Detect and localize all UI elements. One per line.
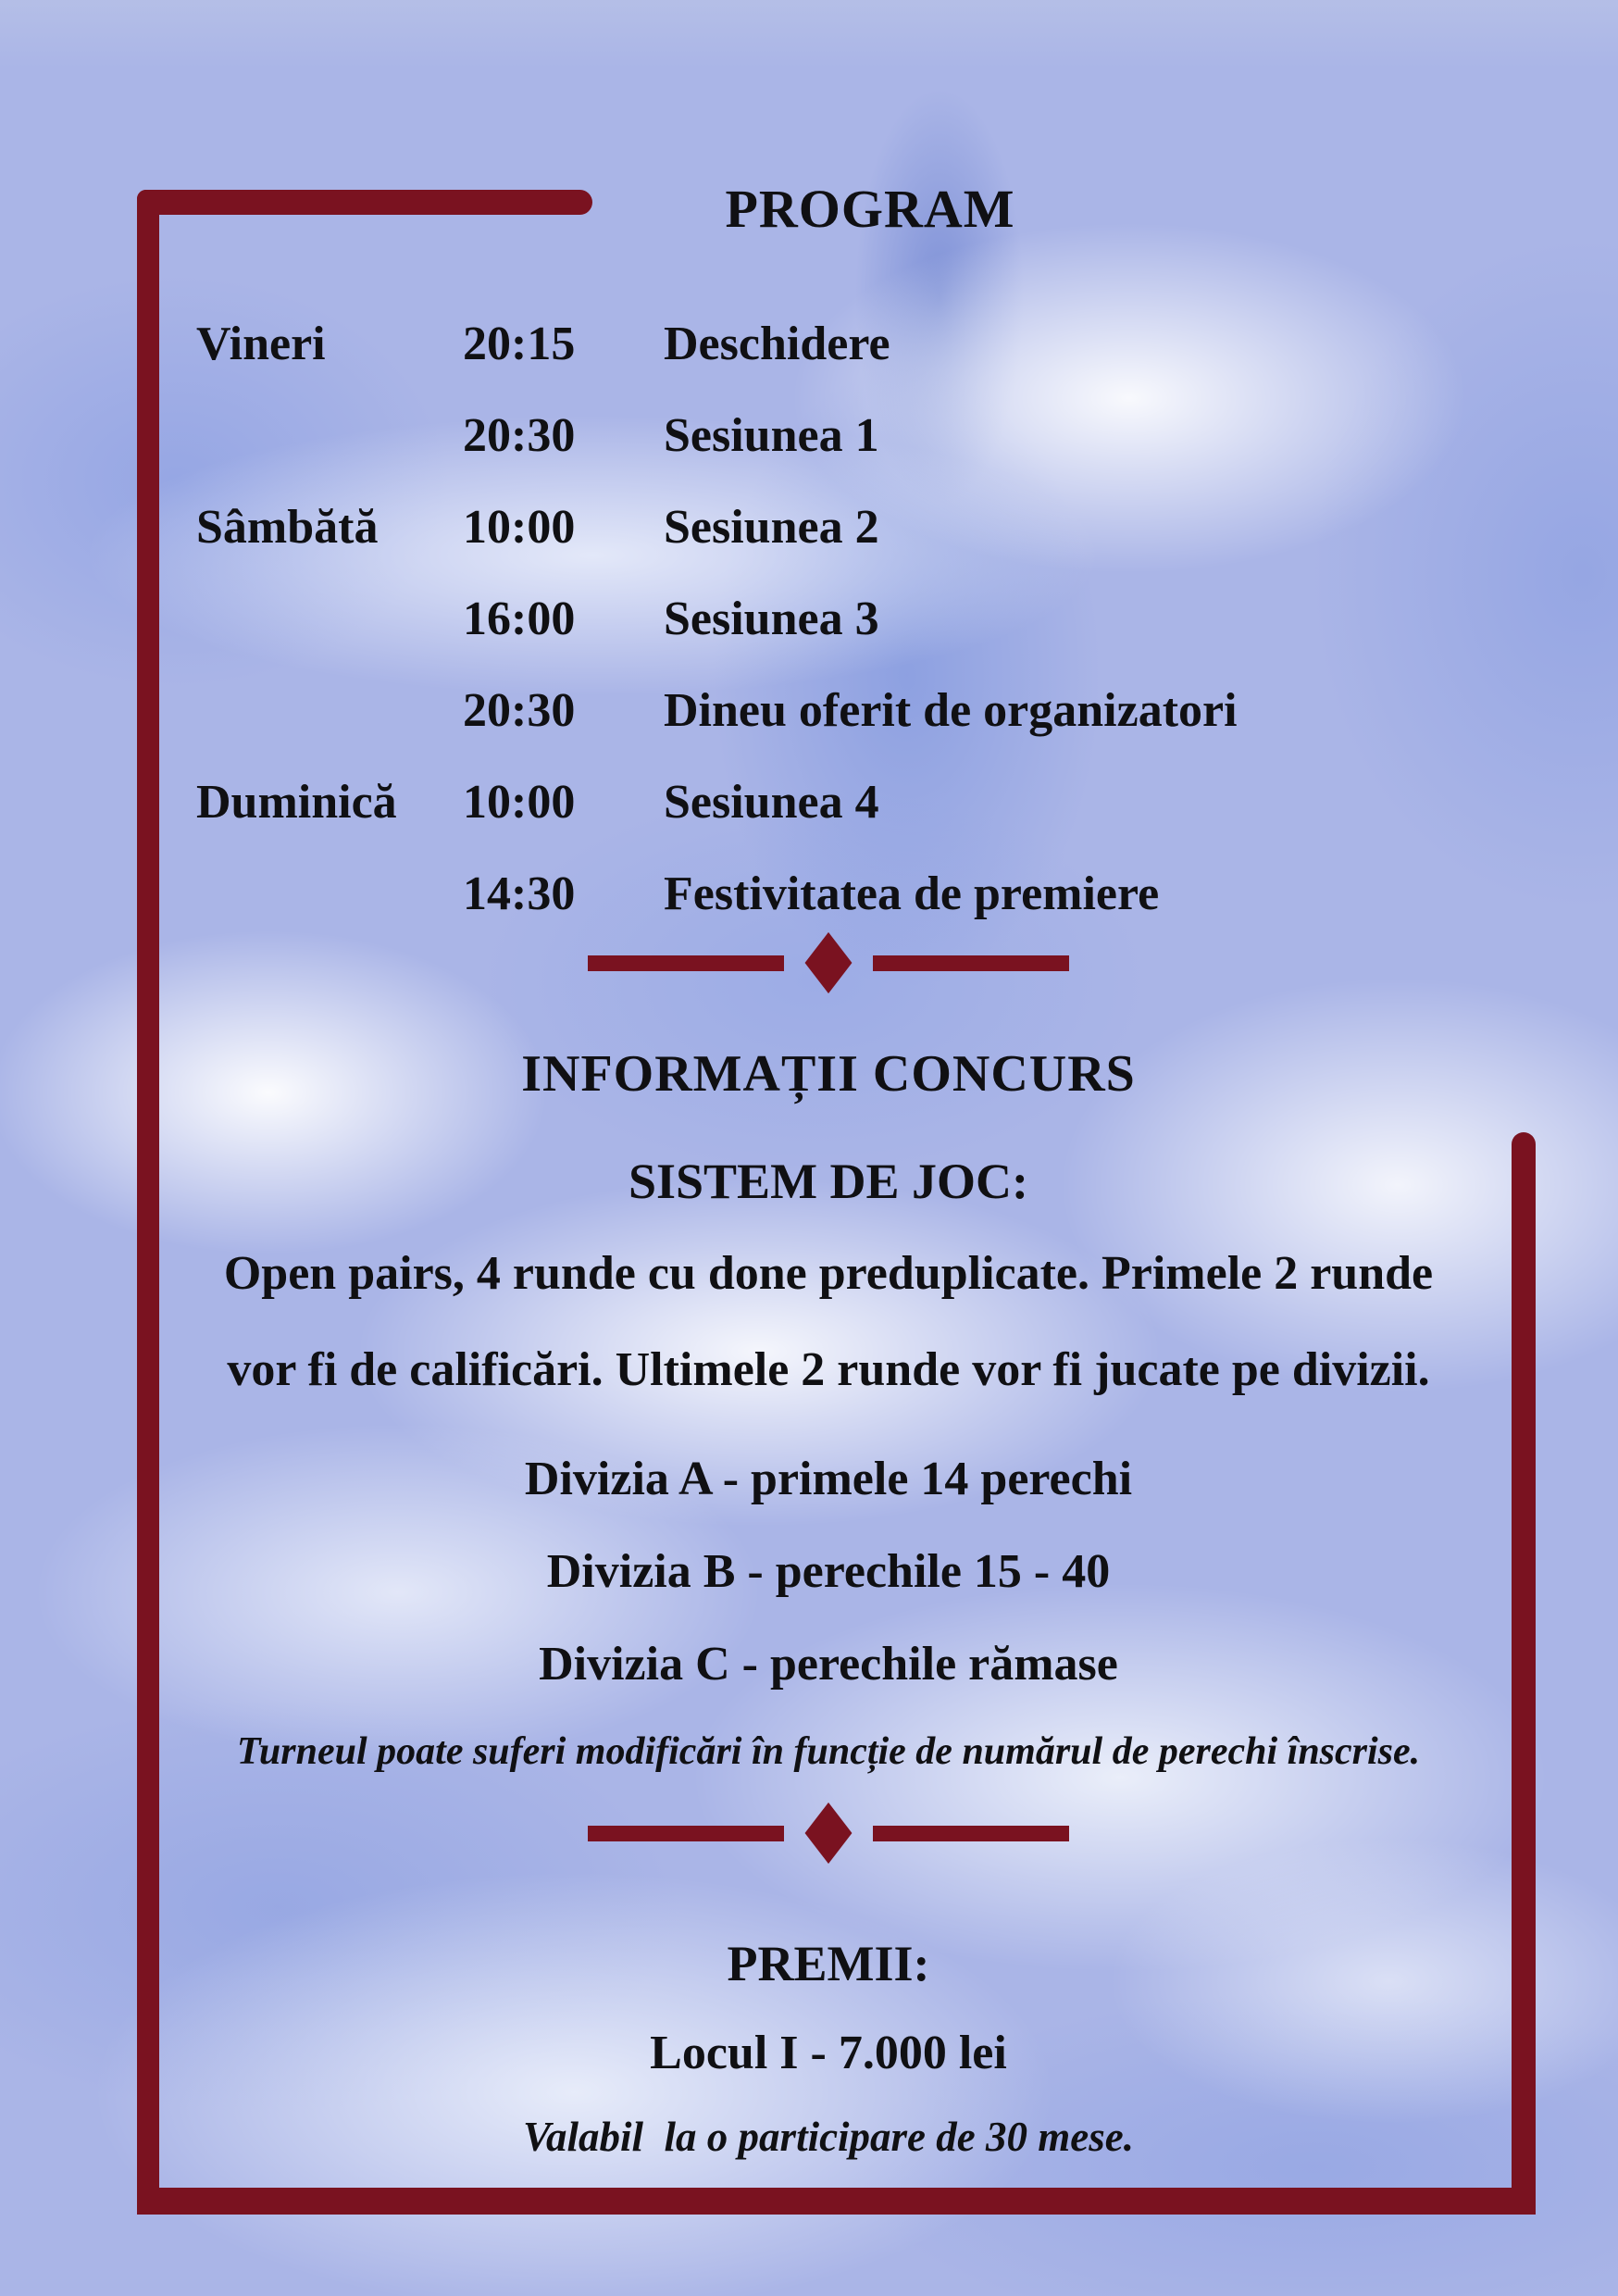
schedule-time: 10:00 <box>463 776 576 829</box>
game-system-line: Open pairs, 4 runde cu done preduplicate. Primele 2 runde <box>223 1247 1434 1300</box>
tournament-note: Turneul poate suferi modificări în funcție de numărul de perechi înscrise. <box>236 1730 1421 1773</box>
schedule-row <box>196 298 1418 390</box>
schedule-event: Festivitatea de premiere <box>664 867 1160 920</box>
schedule-row <box>196 665 1418 756</box>
frame-right-rule <box>1512 1132 1536 2215</box>
frame-bottom-rule <box>137 2188 1535 2215</box>
schedule-row <box>196 756 1418 848</box>
schedule-time: 20:30 <box>463 684 576 737</box>
divider-bar-left <box>588 955 784 971</box>
game-system-line: vor fi de calificări. Ultimele 2 runde vor fi jucate pe divizii. <box>227 1343 1430 1396</box>
schedule-time: 14:30 <box>463 867 576 920</box>
first-place-prize: Locul I - 7.000 lei <box>650 2027 1007 2079</box>
schedule-event: Dineu oferit de organizatori <box>664 684 1238 737</box>
schedule-day: Duminică <box>196 776 397 829</box>
game-system-paragraph <box>153 1226 1504 1418</box>
section-divider <box>153 1816 1504 1850</box>
schedule-day: Vineri <box>196 318 326 370</box>
frame-top-rule <box>137 190 592 215</box>
schedule-event: Sesiunea 3 <box>664 593 879 645</box>
schedule-event: Sesiunea 1 <box>664 409 879 462</box>
schedule-time: 20:15 <box>463 318 576 370</box>
divisions-list <box>153 1433 1504 1711</box>
schedule-event: Sesiunea 2 <box>664 501 879 554</box>
division-item: Divizia B - perechile 15 - 40 <box>546 1545 1111 1598</box>
schedule-time: 10:00 <box>463 501 576 554</box>
schedule-table <box>196 298 1418 940</box>
schedule-time: 16:00 <box>463 593 576 645</box>
info-section-heading: INFORMAȚII CONCURS <box>521 1045 1136 1103</box>
prize-validity-note: Valabil la o participare de 30 mese. <box>523 2114 1134 2160</box>
schedule-row <box>196 390 1418 481</box>
schedule-day: Sâmbătă <box>196 501 379 554</box>
division-item: Divizia A - primele 14 perechi <box>524 1453 1133 1505</box>
division-item: Divizia C - perechile rămase <box>539 1638 1118 1691</box>
section-divider <box>153 946 1504 980</box>
schedule-row <box>196 848 1418 940</box>
schedule-row <box>196 573 1418 665</box>
divider-bar-left <box>588 1826 784 1841</box>
prizes-heading: PREMII: <box>727 1936 930 1991</box>
page-title: PROGRAM <box>725 179 1015 239</box>
game-system-heading: SISTEM DE JOC: <box>628 1154 1029 1209</box>
schedule-time: 20:30 <box>463 409 576 462</box>
schedule-event: Sesiunea 4 <box>664 776 879 829</box>
schedule-row <box>196 481 1418 573</box>
divider-bar-right <box>873 955 1069 971</box>
divider-bar-right <box>873 1826 1069 1841</box>
schedule-event: Deschidere <box>664 318 890 370</box>
